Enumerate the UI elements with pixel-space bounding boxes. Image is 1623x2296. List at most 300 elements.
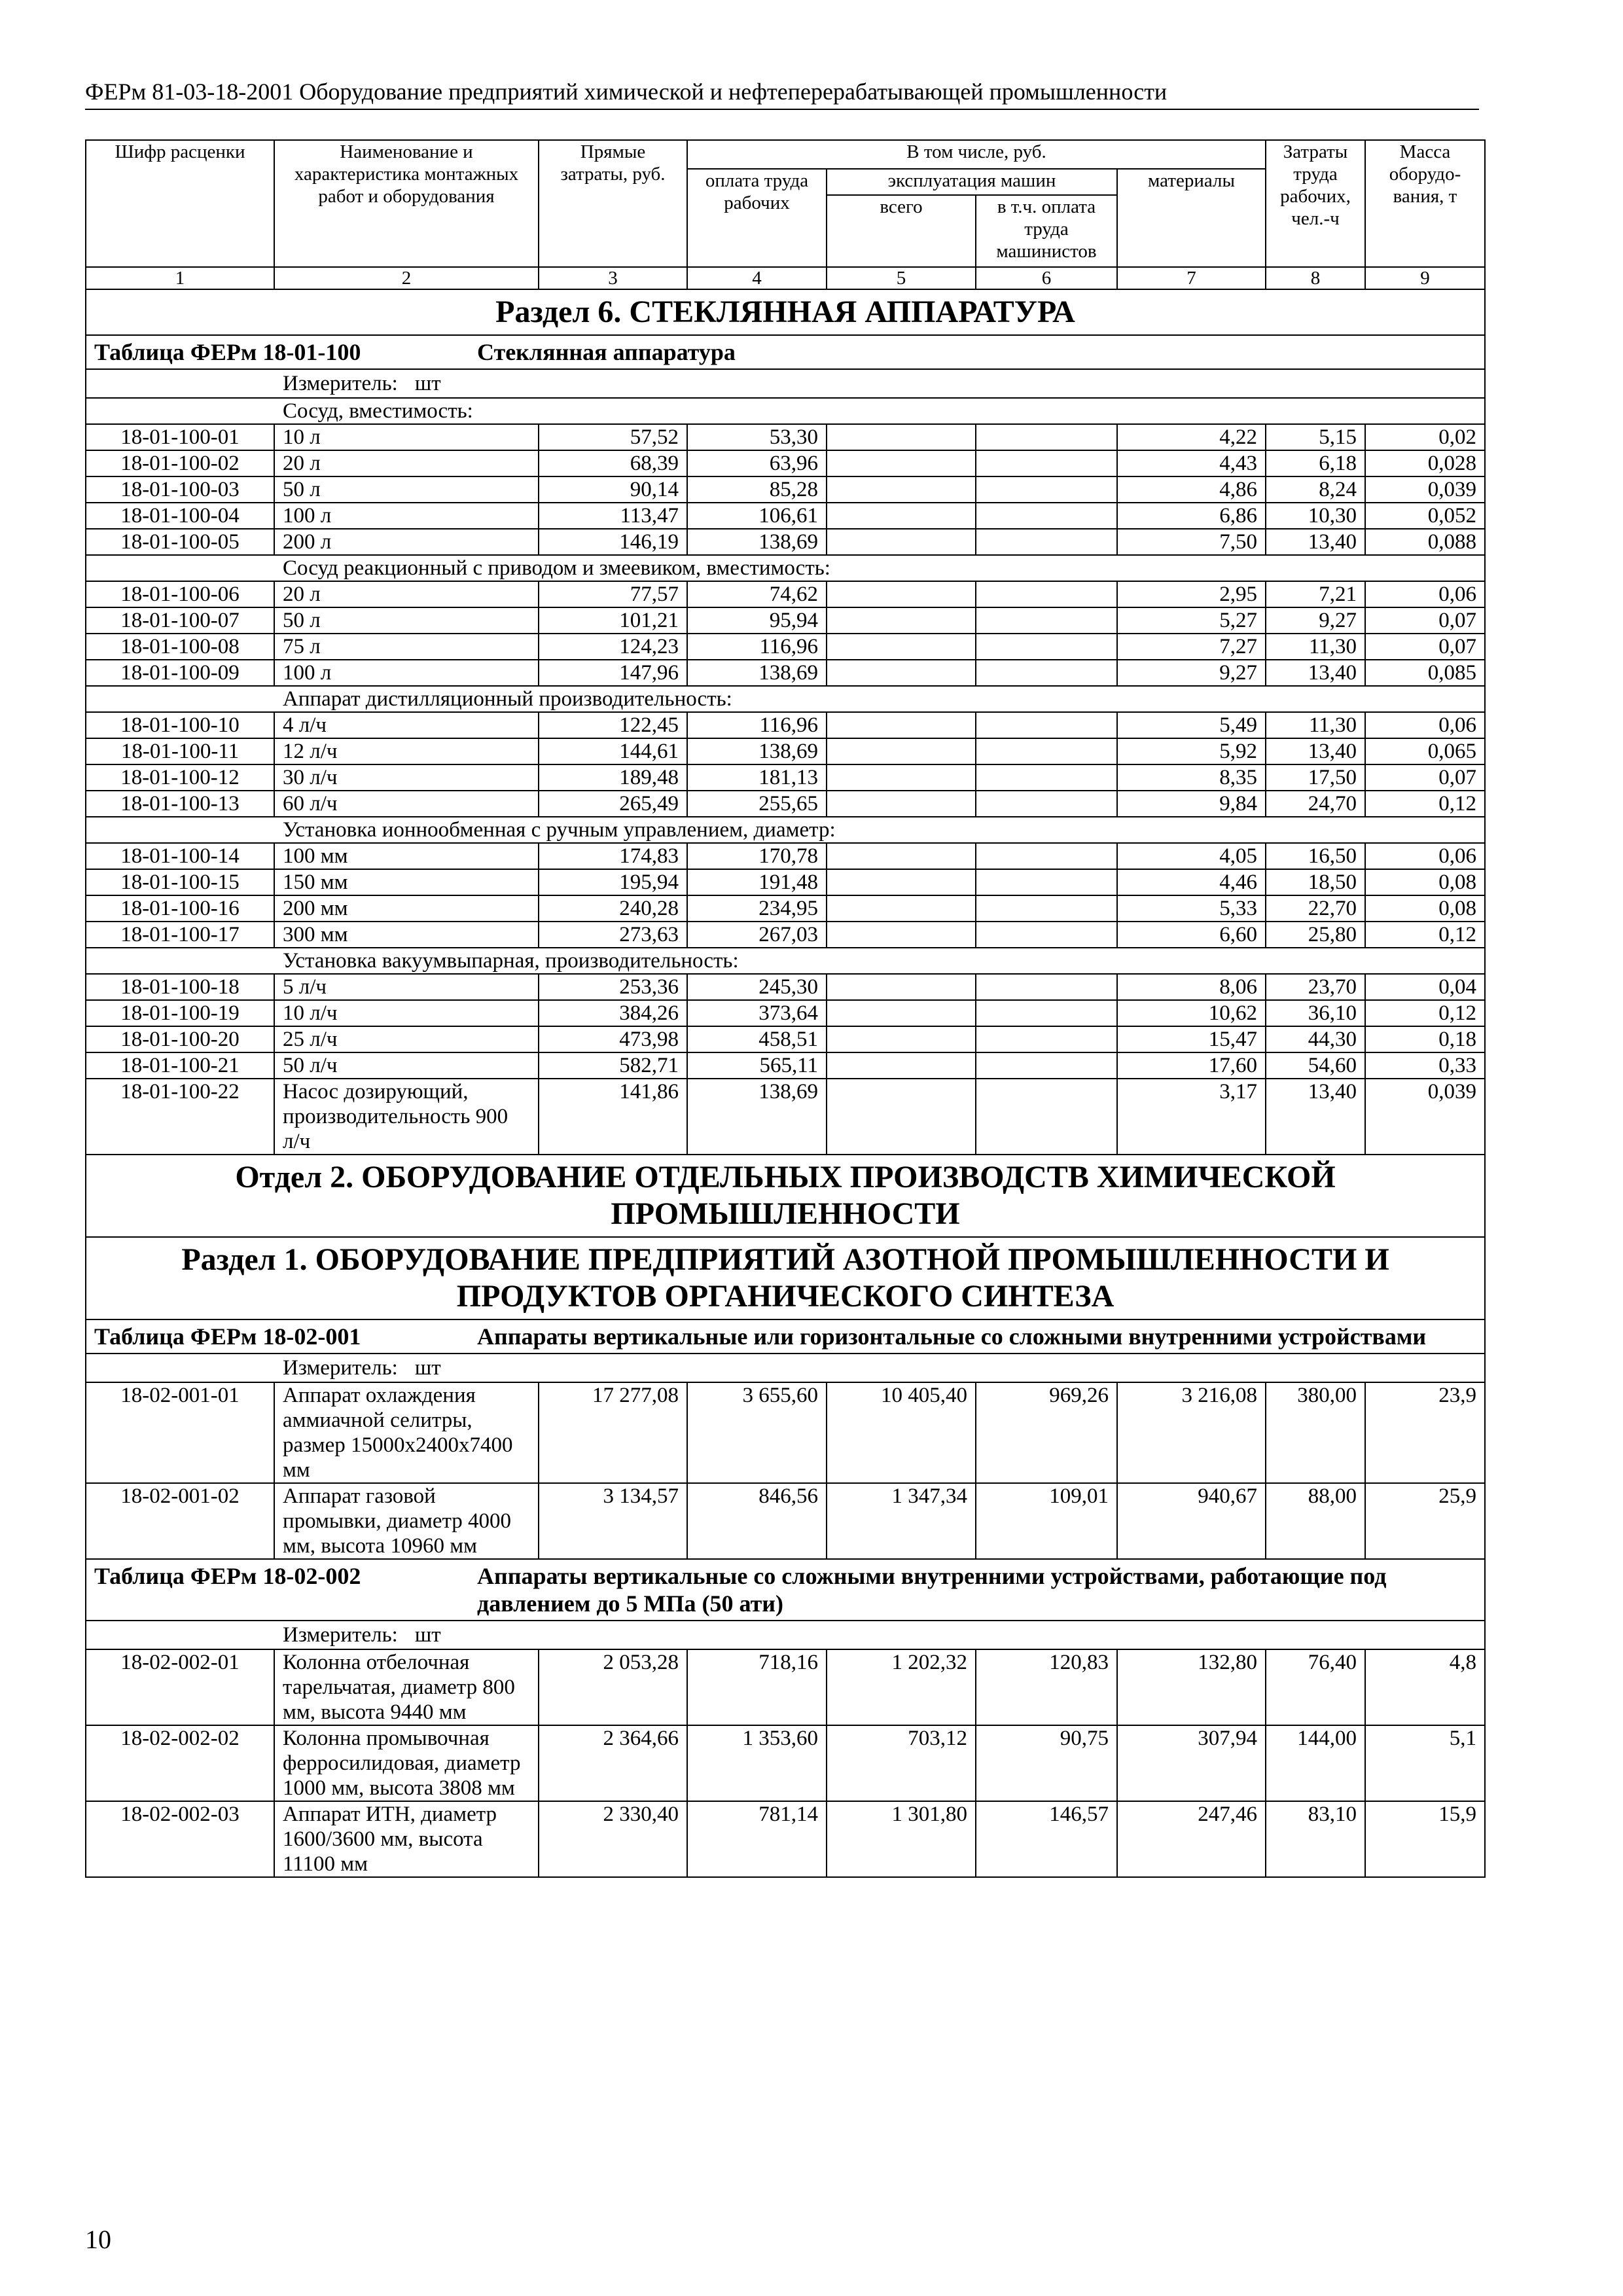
machines-wages [976, 450, 1117, 476]
table-code: Таблица ФЕРм 18-02-002 [94, 1563, 361, 1589]
materials-cost: 132,80 [1117, 1649, 1266, 1725]
machines-total: 703,12 [827, 1725, 976, 1801]
table-row [86, 1079, 1485, 1155]
rate-code: 18-01-100-02 [86, 450, 274, 476]
rate-name: 100 л [274, 660, 539, 686]
table-row [86, 974, 1485, 1000]
direct-costs: 146,19 [539, 529, 687, 555]
labor-hours: 11,30 [1266, 712, 1365, 738]
labor-hours: 7,21 [1266, 581, 1365, 607]
rate-code: 18-01-100-08 [86, 634, 274, 660]
labor-hours: 5,15 [1266, 424, 1365, 450]
direct-costs: 240,28 [539, 895, 687, 922]
machines-wages [976, 843, 1117, 869]
machines-total [827, 764, 976, 791]
worker-wages: 846,56 [687, 1483, 827, 1559]
worker-wages: 181,13 [687, 764, 827, 791]
worker-wages: 138,69 [687, 738, 827, 764]
labor-hours: 13,40 [1266, 738, 1365, 764]
worker-wages: 565,11 [687, 1052, 827, 1079]
rate-name: 50 л/ч [274, 1052, 539, 1079]
labor-hours: 36,10 [1266, 1000, 1365, 1026]
equipment-mass: 0,12 [1365, 791, 1485, 817]
col-number: 1 [86, 267, 274, 289]
machines-wages [976, 503, 1117, 529]
materials-cost: 2,95 [1117, 581, 1266, 607]
machines-wages: 90,75 [976, 1725, 1117, 1801]
worker-wages: 85,28 [687, 476, 827, 503]
rate-code: 18-01-100-04 [86, 503, 274, 529]
direct-costs: 473,98 [539, 1026, 687, 1052]
machines-total: 1 347,34 [827, 1483, 976, 1559]
materials-cost: 307,94 [1117, 1725, 1266, 1801]
table-row [86, 1725, 1485, 1801]
col-machines-wages-header: в т.ч. оплата труда машинистов [976, 195, 1117, 267]
rate-name: 25 л/ч [274, 1026, 539, 1052]
rate-name: 20 л [274, 581, 539, 607]
machines-wages: 109,01 [976, 1483, 1117, 1559]
equipment-mass: 0,12 [1365, 1000, 1485, 1026]
labor-hours: 54,60 [1266, 1052, 1365, 1079]
machines-total [827, 581, 976, 607]
rate-name: 60 л/ч [274, 791, 539, 817]
machines-wages [976, 974, 1117, 1000]
machines-wages [976, 869, 1117, 895]
direct-costs: 273,63 [539, 922, 687, 948]
materials-cost: 5,27 [1117, 607, 1266, 634]
machines-wages [976, 922, 1117, 948]
machines-total [827, 843, 976, 869]
direct-costs: 122,45 [539, 712, 687, 738]
rate-name: Аппарат газовой промывки, диаметр 4000 мм, высота 10960 мм [274, 1483, 539, 1559]
direct-costs: 144,61 [539, 738, 687, 764]
group-row [86, 948, 1485, 974]
equipment-mass: 0,065 [1365, 738, 1485, 764]
table-row [86, 1483, 1485, 1559]
direct-costs: 90,14 [539, 476, 687, 503]
direct-costs: 2 053,28 [539, 1649, 687, 1725]
direct-costs: 101,21 [539, 607, 687, 634]
table-row [86, 424, 1485, 450]
section-title [86, 1237, 1485, 1319]
worker-wages: 116,96 [687, 634, 827, 660]
materials-cost: 5,49 [1117, 712, 1266, 738]
rate-code: 18-01-100-22 [86, 1079, 274, 1155]
rate-name: Колонна отбелочная тарельчатая, диаметр 800 мм, высота 9440 мм [274, 1649, 539, 1725]
equipment-mass: 23,9 [1365, 1382, 1485, 1483]
table-code: Таблица ФЕРм 18-01-100 [94, 339, 361, 365]
direct-costs: 582,71 [539, 1052, 687, 1079]
equipment-mass: 0,06 [1365, 581, 1485, 607]
materials-cost: 7,27 [1117, 634, 1266, 660]
equipment-mass: 0,07 [1365, 607, 1485, 634]
table-row [86, 764, 1485, 791]
materials-cost: 4,05 [1117, 843, 1266, 869]
labor-hours: 380,00 [1266, 1382, 1365, 1483]
materials-cost: 4,86 [1117, 476, 1266, 503]
unit-value: шт [414, 1623, 441, 1647]
department-title-text: Отдел 2. ОБОРУДОВАНИЕ ОТДЕЛЬНЫХ ПРОИЗВОДСТВ ХИМИЧЕСКОЙ ПРОМЫШЛЕННОСТИ [86, 1155, 1485, 1237]
machines-total [827, 503, 976, 529]
rate-code: 18-01-100-06 [86, 581, 274, 607]
rate-name: 150 мм [274, 869, 539, 895]
worker-wages: 1 353,60 [687, 1725, 827, 1801]
rate-code: 18-02-002-02 [86, 1725, 274, 1801]
table-row [86, 922, 1485, 948]
worker-wages: 138,69 [687, 1079, 827, 1155]
machines-wages [976, 1026, 1117, 1052]
direct-costs: 141,86 [539, 1079, 687, 1155]
machines-total [827, 1079, 976, 1155]
table-row [86, 634, 1485, 660]
labor-hours: 76,40 [1266, 1649, 1365, 1725]
col-machines-header: эксплуатация машин [827, 169, 1117, 195]
equipment-mass: 0,18 [1365, 1026, 1485, 1052]
worker-wages: 138,69 [687, 529, 827, 555]
labor-hours: 25,80 [1266, 922, 1365, 948]
machines-total [827, 974, 976, 1000]
machines-wages: 969,26 [976, 1382, 1117, 1483]
rate-name: 75 л [274, 634, 539, 660]
machines-total [827, 1000, 976, 1026]
table-row [86, 843, 1485, 869]
labor-hours: 144,00 [1266, 1725, 1365, 1801]
machines-wages [976, 1000, 1117, 1026]
group-label: Сосуд реакционный с приводом и змеевиком, вместимость: [86, 555, 1485, 581]
labor-hours: 22,70 [1266, 895, 1365, 922]
direct-costs: 147,96 [539, 660, 687, 686]
table-row [86, 450, 1485, 476]
equipment-mass: 25,9 [1365, 1483, 1485, 1559]
worker-wages: 74,62 [687, 581, 827, 607]
col-name-header: Наименование и характеристика монтажных работ и оборудования [274, 140, 539, 267]
machines-total: 10 405,40 [827, 1382, 976, 1483]
worker-wages: 53,30 [687, 424, 827, 450]
machines-wages [976, 1079, 1117, 1155]
direct-costs: 265,49 [539, 791, 687, 817]
machines-total [827, 895, 976, 922]
labor-hours: 8,24 [1266, 476, 1365, 503]
machines-total: 1 202,32 [827, 1649, 976, 1725]
materials-cost: 4,46 [1117, 869, 1266, 895]
materials-cost: 940,67 [1117, 1483, 1266, 1559]
machines-total [827, 424, 976, 450]
rate-name: 12 л/ч [274, 738, 539, 764]
equipment-mass: 0,06 [1365, 843, 1485, 869]
machines-wages [976, 529, 1117, 555]
group-row [86, 398, 1485, 424]
rate-code: 18-02-001-01 [86, 1382, 274, 1483]
materials-cost: 4,43 [1117, 450, 1266, 476]
materials-cost: 3 216,08 [1117, 1382, 1266, 1483]
machines-total [827, 660, 976, 686]
machines-total: 1 301,80 [827, 1801, 976, 1877]
machines-wages [976, 476, 1117, 503]
machines-total [827, 712, 976, 738]
machines-wages [976, 712, 1117, 738]
direct-costs: 2 330,40 [539, 1801, 687, 1877]
machines-total [827, 1026, 976, 1052]
rate-name: 10 л [274, 424, 539, 450]
table-row [86, 738, 1485, 764]
rate-name: 300 мм [274, 922, 539, 948]
rate-code: 18-01-100-20 [86, 1026, 274, 1052]
rate-name: 20 л [274, 450, 539, 476]
direct-costs: 174,83 [539, 843, 687, 869]
worker-wages: 106,61 [687, 503, 827, 529]
machines-wages [976, 764, 1117, 791]
worker-wages: 245,30 [687, 974, 827, 1000]
table-caption [86, 335, 1485, 369]
table-row [86, 1649, 1485, 1725]
labor-hours: 13,40 [1266, 1079, 1365, 1155]
machines-total [827, 922, 976, 948]
labor-hours: 23,70 [1266, 974, 1365, 1000]
section-title-text: Раздел 1. ОБОРУДОВАНИЕ ПРЕДПРИЯТИЙ АЗОТНОЙ ПРОМЫШЛЕННОСТИ И ПРОДУКТОВ ОРГАНИЧЕСКОГО СИНТЕЗА [86, 1237, 1485, 1319]
unit-label: Измеритель: [283, 1356, 398, 1380]
rate-name: 100 л [274, 503, 539, 529]
group-label: Аппарат дистилляционный производительность: [86, 686, 1485, 712]
table-row [86, 581, 1485, 607]
table-row [86, 1052, 1485, 1079]
equipment-mass: 4,8 [1365, 1649, 1485, 1725]
col-number: 6 [976, 267, 1117, 289]
worker-wages: 234,95 [687, 895, 827, 922]
rate-code: 18-01-100-14 [86, 843, 274, 869]
labor-hours: 11,30 [1266, 634, 1365, 660]
labor-hours: 18,50 [1266, 869, 1365, 895]
rate-name: Насос дозирующий, производительность 900 л/ч [274, 1079, 539, 1155]
machines-wages [976, 634, 1117, 660]
machines-wages [976, 1052, 1117, 1079]
materials-cost: 15,47 [1117, 1026, 1266, 1052]
col-number: 9 [1365, 267, 1485, 289]
direct-costs: 57,52 [539, 424, 687, 450]
direct-costs: 17 277,08 [539, 1382, 687, 1483]
equipment-mass: 0,07 [1365, 634, 1485, 660]
equipment-mass: 0,039 [1365, 476, 1485, 503]
col-labor-header: Затраты труда рабочих, чел.-ч [1266, 140, 1365, 267]
materials-cost: 5,33 [1117, 895, 1266, 922]
materials-cost: 9,27 [1117, 660, 1266, 686]
equipment-mass: 0,08 [1365, 895, 1485, 922]
rate-code: 18-01-100-10 [86, 712, 274, 738]
materials-cost: 8,06 [1117, 974, 1266, 1000]
table-row [86, 869, 1485, 895]
direct-costs: 384,26 [539, 1000, 687, 1026]
materials-cost: 4,22 [1117, 424, 1266, 450]
direct-costs: 189,48 [539, 764, 687, 791]
direct-costs: 2 364,66 [539, 1725, 687, 1801]
machines-total [827, 529, 976, 555]
col-number: 5 [827, 267, 976, 289]
materials-cost: 5,92 [1117, 738, 1266, 764]
table-row [86, 1026, 1485, 1052]
worker-wages: 718,16 [687, 1649, 827, 1725]
machines-wages: 120,83 [976, 1649, 1117, 1725]
machines-total [827, 634, 976, 660]
col-mass-header: Масса оборудо-вания, т [1365, 140, 1485, 267]
col-including-header: В том числе, руб. [687, 140, 1266, 169]
col-number: 8 [1266, 267, 1365, 289]
running-header: ФЕРм 81-03-18-2001 Оборудование предприятий химической и нефтеперерабатывающей промышленности [85, 77, 1479, 110]
col-number: 3 [539, 267, 687, 289]
rate-name: 100 мм [274, 843, 539, 869]
rate-code: 18-01-100-09 [86, 660, 274, 686]
table-name: Аппараты вертикальные со сложными внутренними устройствами, работающие под давлением до 5 МПа (50 ати) [477, 1563, 1387, 1617]
unit-row [86, 1621, 1485, 1649]
worker-wages: 170,78 [687, 843, 827, 869]
direct-costs: 124,23 [539, 634, 687, 660]
table-row [86, 1801, 1485, 1877]
rate-name: 10 л/ч [274, 1000, 539, 1026]
equipment-mass: 0,07 [1365, 764, 1485, 791]
materials-cost: 17,60 [1117, 1052, 1266, 1079]
unit-label: Измеритель: [283, 372, 398, 395]
rate-name: Колонна промывочная ферросилидовая, диаметр 1000 мм, высота 3808 мм [274, 1725, 539, 1801]
rate-code: 18-01-100-03 [86, 476, 274, 503]
unit-value: шт [414, 372, 441, 395]
direct-costs: 68,39 [539, 450, 687, 476]
machines-wages [976, 581, 1117, 607]
table-row [86, 476, 1485, 503]
unit-row [86, 1354, 1485, 1382]
labor-hours: 9,27 [1266, 607, 1365, 634]
worker-wages: 267,03 [687, 922, 827, 948]
rate-code: 18-02-001-02 [86, 1483, 274, 1559]
labor-hours: 83,10 [1266, 1801, 1365, 1877]
materials-cost: 3,17 [1117, 1079, 1266, 1155]
unit-value: шт [414, 1356, 441, 1380]
machines-wages [976, 424, 1117, 450]
machines-total [827, 607, 976, 634]
table-row [86, 1000, 1485, 1026]
rate-name: 4 л/ч [274, 712, 539, 738]
unit-label: Измеритель: [283, 1623, 398, 1647]
rate-code: 18-01-100-13 [86, 791, 274, 817]
table-row [86, 529, 1485, 555]
machines-total [827, 476, 976, 503]
rate-name: Аппарат ИТН, диаметр 1600/3600 мм, высота 11100 мм [274, 1801, 539, 1877]
worker-wages: 138,69 [687, 660, 827, 686]
rate-name: 200 мм [274, 895, 539, 922]
rate-name: 5 л/ч [274, 974, 539, 1000]
materials-cost: 247,46 [1117, 1801, 1266, 1877]
page-number: 10 [85, 2225, 111, 2254]
worker-wages: 373,64 [687, 1000, 827, 1026]
machines-wages [976, 607, 1117, 634]
rate-name: 50 л [274, 476, 539, 503]
rate-code: 18-01-100-16 [86, 895, 274, 922]
rate-code: 18-01-100-18 [86, 974, 274, 1000]
worker-wages: 116,96 [687, 712, 827, 738]
worker-wages: 63,96 [687, 450, 827, 476]
worker-wages: 781,14 [687, 1801, 827, 1877]
machines-wages [976, 660, 1117, 686]
table-row [86, 607, 1485, 634]
rate-code: 18-02-002-03 [86, 1801, 274, 1877]
table-code: Таблица ФЕРм 18-02-001 [94, 1323, 361, 1350]
table-row [86, 1382, 1485, 1483]
machines-wages [976, 738, 1117, 764]
rate-name: 200 л [274, 529, 539, 555]
table-name: Аппараты вертикальные или горизонтальные со сложными внутренними устройствами [477, 1323, 1427, 1350]
rate-code: 18-02-002-01 [86, 1649, 274, 1725]
machines-total [827, 738, 976, 764]
table-row [86, 895, 1485, 922]
rate-code: 18-01-100-19 [86, 1000, 274, 1026]
rate-code: 18-01-100-11 [86, 738, 274, 764]
equipment-mass: 0,12 [1365, 922, 1485, 948]
group-label: Сосуд, вместимость: [86, 398, 1485, 424]
labor-hours: 6,18 [1266, 450, 1365, 476]
direct-costs: 113,47 [539, 503, 687, 529]
rate-name: Аппарат охлаждения аммиачной селитры, размер 15000x2400x7400 мм [274, 1382, 539, 1483]
equipment-mass: 0,02 [1365, 424, 1485, 450]
table-row [86, 712, 1485, 738]
department-title [86, 1155, 1485, 1237]
col-materials-header: материалы [1117, 169, 1266, 267]
col-number: 2 [274, 267, 539, 289]
materials-cost: 6,86 [1117, 503, 1266, 529]
equipment-mass: 5,1 [1365, 1725, 1485, 1801]
rate-code: 18-01-100-01 [86, 424, 274, 450]
labor-hours: 44,30 [1266, 1026, 1365, 1052]
rate-code: 18-01-100-15 [86, 869, 274, 895]
labor-hours: 88,00 [1266, 1483, 1365, 1559]
machines-total [827, 869, 976, 895]
equipment-mass: 0,088 [1365, 529, 1485, 555]
equipment-mass: 0,33 [1365, 1052, 1485, 1079]
labor-hours: 17,50 [1266, 764, 1365, 791]
group-row [86, 555, 1485, 581]
section-title [86, 289, 1485, 335]
rate-name: 50 л [274, 607, 539, 634]
worker-wages: 95,94 [687, 607, 827, 634]
materials-cost: 9,84 [1117, 791, 1266, 817]
rate-name: 30 л/ч [274, 764, 539, 791]
rate-code: 18-01-100-07 [86, 607, 274, 634]
col-code-header: Шифр расценки [86, 140, 274, 267]
group-label: Установка вакуумвыпарная, производительность: [86, 948, 1485, 974]
table-header [86, 140, 1485, 289]
worker-wages: 3 655,60 [687, 1382, 827, 1483]
section-title-text: Раздел 6. СТЕКЛЯННАЯ АППАРАТУРА [86, 289, 1485, 335]
machines-wages: 146,57 [976, 1801, 1117, 1877]
group-row [86, 686, 1485, 712]
table-name: Стеклянная аппаратура [477, 339, 736, 365]
labor-hours: 24,70 [1266, 791, 1365, 817]
labor-hours: 10,30 [1266, 503, 1365, 529]
unit-row [86, 369, 1485, 398]
rate-code: 18-01-100-21 [86, 1052, 274, 1079]
direct-costs: 195,94 [539, 869, 687, 895]
labor-hours: 16,50 [1266, 843, 1365, 869]
table-row [86, 660, 1485, 686]
table-row [86, 503, 1485, 529]
materials-cost: 6,60 [1117, 922, 1266, 948]
equipment-mass: 0,085 [1365, 660, 1485, 686]
table-row [86, 791, 1485, 817]
equipment-mass: 0,028 [1365, 450, 1485, 476]
equipment-mass: 0,04 [1365, 974, 1485, 1000]
group-row [86, 817, 1485, 843]
equipment-mass: 0,039 [1365, 1079, 1485, 1155]
labor-hours: 13,40 [1266, 529, 1365, 555]
direct-costs: 77,57 [539, 581, 687, 607]
col-wages-header: оплата труда рабочих [687, 169, 827, 267]
worker-wages: 191,48 [687, 869, 827, 895]
